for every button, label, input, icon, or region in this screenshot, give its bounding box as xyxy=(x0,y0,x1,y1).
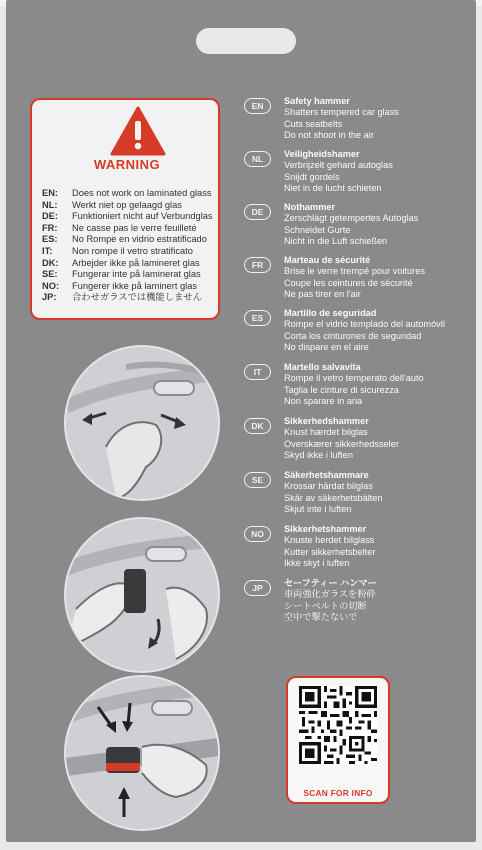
language-line: Coupe les ceintures de sécurité xyxy=(284,277,413,288)
language-line: 車両強化ガラスを粉砕 xyxy=(284,589,376,600)
language-title: Nothammer xyxy=(284,202,336,212)
language-line: シートベルトの切断 xyxy=(284,600,367,611)
warning-item: NL: Werkt niet op gelaagd glas xyxy=(42,199,182,210)
language-code-badge: NL xyxy=(244,151,271,167)
qr-panel[interactable] xyxy=(286,676,390,804)
language-line: Non sparare in aria xyxy=(284,396,363,407)
warning-item: SE: Fungerar inte på laminerat glas xyxy=(42,269,201,280)
language-code-badge: JP xyxy=(244,580,271,596)
warning-item: DE: Funktioniert nicht auf Verbundglas xyxy=(42,211,213,222)
language-line: Rompe el vidrio templado del automóvil xyxy=(284,319,445,330)
language-line: Zerschlägt getempertes Autoglas xyxy=(284,213,419,224)
language-line: Cuts seatbelts xyxy=(284,118,343,129)
language-line: Schneidet Gurte xyxy=(284,224,351,235)
language-code-badge: ES xyxy=(244,310,271,326)
language-line: Corta los cinturones de seguridad xyxy=(284,330,422,341)
language-code-badge: SE xyxy=(244,472,271,488)
language-title: Marteau de sécurité xyxy=(284,255,371,265)
language-title: Sikkerhedshammer xyxy=(284,416,369,426)
language-line: Taglia le cinture di sicurezza xyxy=(284,384,399,395)
language-line: Ne pas tirer en l'air xyxy=(284,289,361,300)
language-title: Säkerhetshammare xyxy=(284,470,369,480)
warning-title: WARNING xyxy=(93,157,161,172)
language-line: Knuste herdet bilglass xyxy=(284,535,375,546)
language-line: Overskærer sikkerhedsseler xyxy=(284,438,399,449)
language-title: Martello salvavita xyxy=(284,362,361,372)
warning-item: EN: Does not work on laminated glass xyxy=(42,188,212,198)
language-title: Safety hammer xyxy=(284,96,350,106)
warning-item: ES: No Rompe en vidrio estratificado xyxy=(42,234,207,245)
language-line: Knust hærdet bilglas xyxy=(284,427,368,438)
language-title: Veiligheidshamer xyxy=(284,149,360,159)
warning-triangle-icon xyxy=(110,106,166,156)
hands-holding-hammer-illustration xyxy=(66,519,218,671)
language-title: Sikkerhetshammer xyxy=(284,524,367,534)
language-line: Brise le verre trempé pour voitures xyxy=(284,266,425,277)
language-line: Skyd ikke i luften xyxy=(284,450,353,461)
language-line: Do not shoot in the air xyxy=(284,130,374,141)
language-code-badge: NO xyxy=(244,526,271,542)
hand-pulling-hammer-illustration xyxy=(66,347,218,499)
language-line: Ikke skyt i luften xyxy=(284,558,350,569)
step-1-illustration xyxy=(64,345,220,501)
warning-list xyxy=(42,188,213,304)
warning-item: JP: 合わせガラスでは機能しません xyxy=(42,292,202,303)
language-line: 空中で撃たないで xyxy=(284,612,358,623)
hammer-cutting-belt-illustration xyxy=(66,677,218,829)
language-line: Skjut inte i luften xyxy=(284,504,352,515)
language-code-badge: DK xyxy=(244,418,271,434)
language-title: Martillo de seguridad xyxy=(284,308,377,318)
warning-panel xyxy=(30,98,220,320)
language-line: Skär av säkerhetsbälten xyxy=(284,492,383,503)
language-line: Kutter sikkerhetsbelter xyxy=(284,546,376,557)
language-code-badge: DE xyxy=(244,204,271,220)
warning-item: IT: Non rompe il vetro stratificato xyxy=(42,245,193,256)
step-3-illustration xyxy=(64,675,220,831)
language-line: No dispare en el aire xyxy=(284,342,369,353)
language-line: Krossar härdat bilglas xyxy=(284,481,373,492)
language-title: セーフティー ハンマー xyxy=(284,578,377,588)
language-line: Rompe il vetro temperato dell'auto xyxy=(284,373,424,384)
language-code-badge: FR xyxy=(244,257,271,273)
language-line: Snijdt gordels xyxy=(284,171,340,182)
hang-slot xyxy=(196,28,296,54)
warning-item: FR: Ne casse pas le verre feuilleté xyxy=(42,222,197,233)
language-line: Shatters tempered car glass xyxy=(284,107,399,118)
qr-code[interactable] xyxy=(299,686,377,764)
language-code-badge: EN xyxy=(244,98,271,114)
language-line: Niet in de lucht schieten xyxy=(284,183,382,194)
language-line: Nicht in die Luft schießen xyxy=(284,236,388,247)
qr-label: SCAN FOR INFO xyxy=(303,788,373,798)
language-line: Verbrijzelt gehard autoglas xyxy=(284,160,393,171)
warning-item: DK: Arbejder ikke på lamineret glas xyxy=(42,257,200,268)
language-code-badge: IT xyxy=(244,364,271,380)
warning-item: NO: Fungerer ikke på laminert glas xyxy=(42,280,198,291)
step-2-illustration xyxy=(64,517,220,673)
